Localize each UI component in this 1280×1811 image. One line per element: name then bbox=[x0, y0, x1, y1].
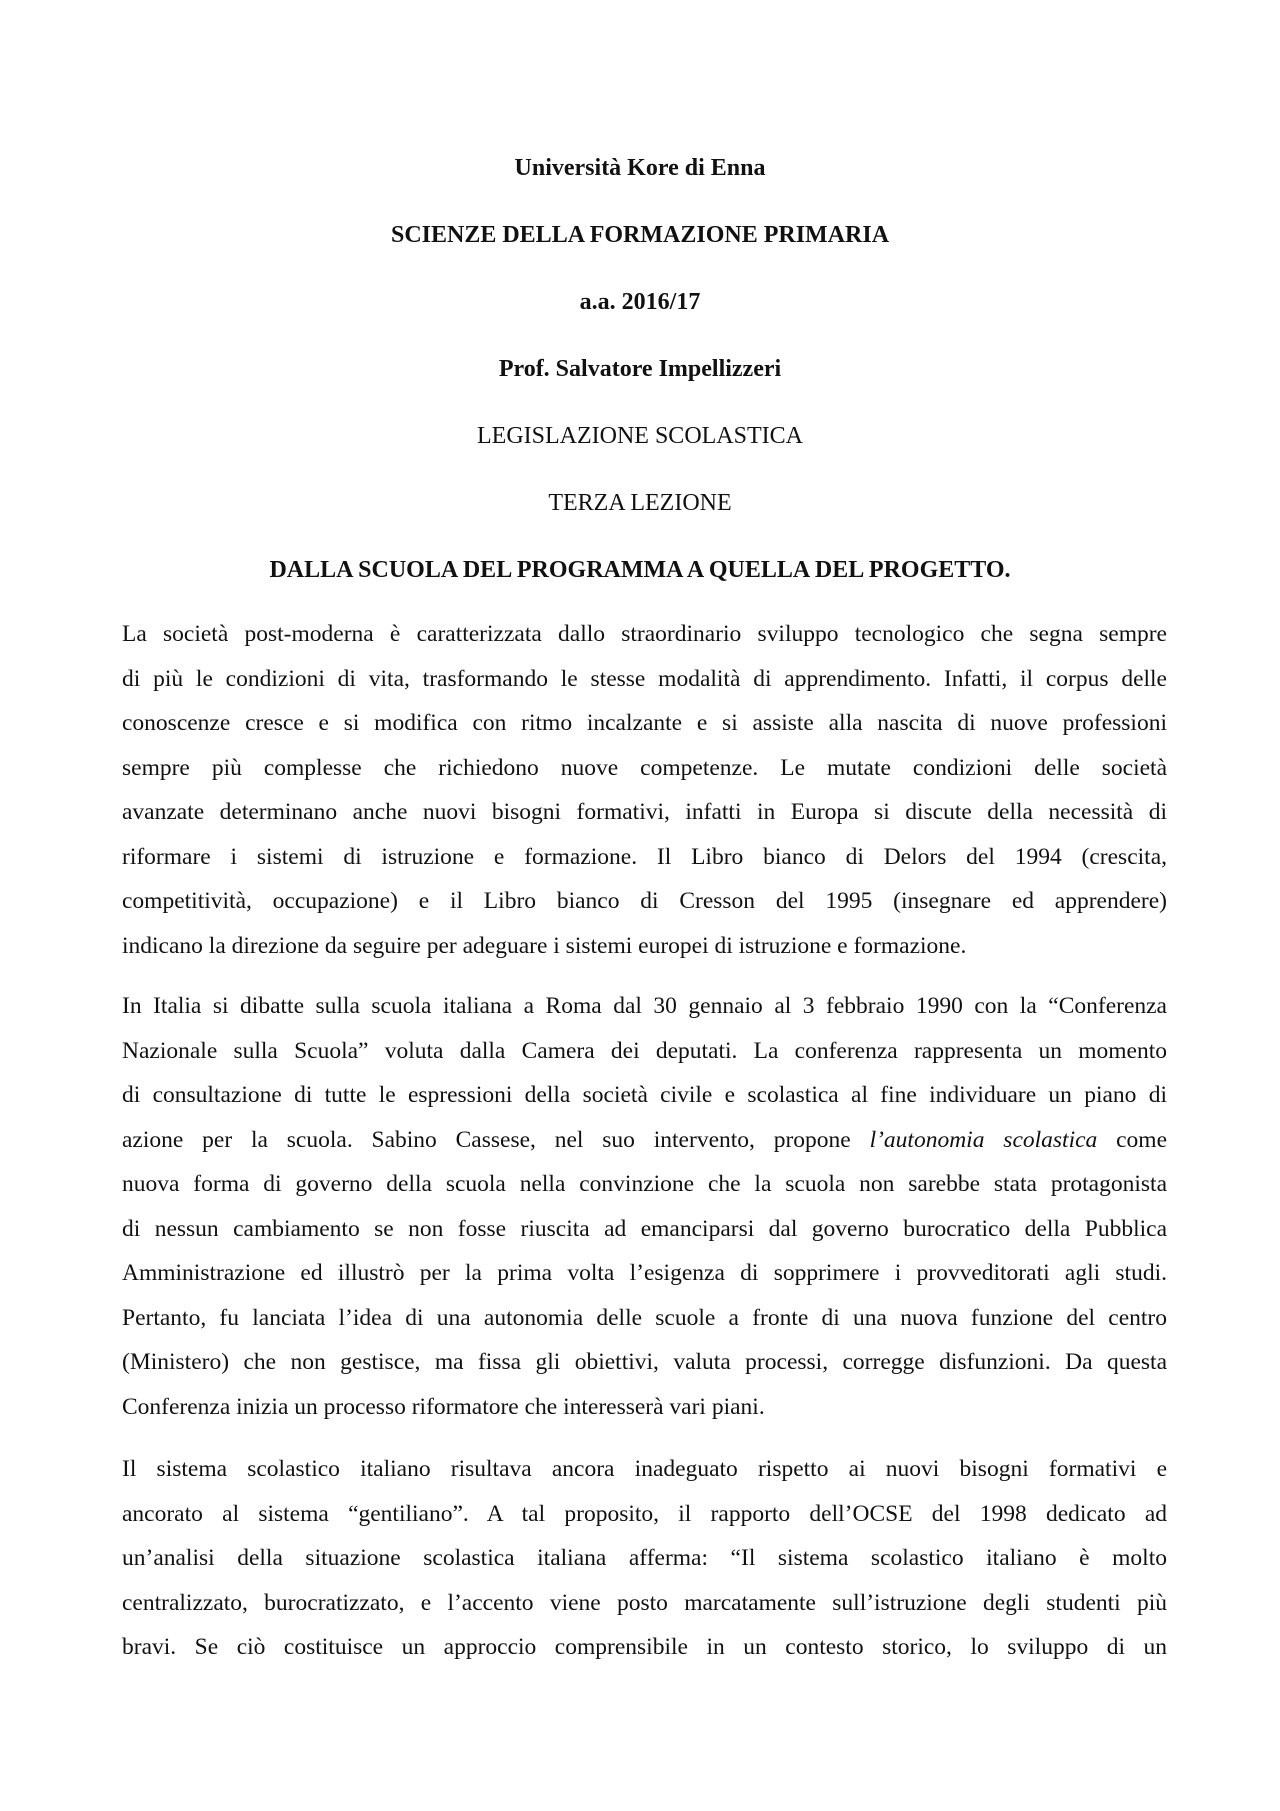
lesson-heading: TERZA LEZIONE bbox=[548, 490, 732, 516]
paragraph-line: di nessun cambiamento se non fosse riuscita ad emanciparsi dal governo burocratico della Pubblica bbox=[122, 1215, 1167, 1242]
academic-year-heading: a.a. 2016/17 bbox=[579, 289, 701, 315]
paragraph-line: un’analisi della situazione scolastica italiana afferma: “Il sistema scolastico italiano è molto bbox=[122, 1545, 1167, 1571]
line-text: come bbox=[1097, 1126, 1168, 1153]
paragraph-3 bbox=[122, 1447, 1167, 1670]
paragraph-line: Amministrazione ed illustrò per la prima volta l’esigenza di sopprimere i provveditorati agli studi. bbox=[122, 1260, 1167, 1286]
professor-heading: Prof. Salvatore Impellizzeri bbox=[498, 356, 782, 382]
paragraph-line: Nazionale sulla Scuola” voluta dalla Camera dei deputati. La conferenza rappresenta un momento bbox=[122, 1037, 1167, 1064]
paragraph-line: Conferenza inizia un processo riformatore che interesserà vari piani. bbox=[122, 1393, 765, 1420]
course-heading: SCIENZE DELLA FORMAZIONE PRIMARIA bbox=[390, 222, 890, 248]
paragraph-line: indicano la direzione da seguire per adeguare i sistemi europei di istruzione e formazione. bbox=[122, 932, 967, 959]
paragraph-line: (Ministero) che non gestisce, ma fissa gli obiettivi, valuta processi, corregge disfunzioni. Da questa bbox=[122, 1349, 1167, 1375]
document-title: DALLA SCUOLA DEL PROGRAMMA A QUELLA DEL PROGETTO. bbox=[269, 557, 1011, 583]
italic-term: l’autonomia scolastica bbox=[869, 1126, 1098, 1153]
paragraph-line: riformare i sistemi di istruzione e formazione. Il Libro bianco di Delors del 1994 (crescita, bbox=[122, 843, 1167, 870]
paragraph-line: nuova forma di governo della scuola nella convinzione che la scuola non sarebbe stata protagonista bbox=[122, 1171, 1167, 1197]
university-heading: Università Kore di Enna bbox=[514, 155, 766, 181]
paragraph-line: In Italia si dibatte sulla scuola italiana a Roma dal 30 gennaio al 3 febbraio 1990 con la “Conferenza bbox=[122, 993, 1167, 1019]
paragraph-line: bravi. Se ciò costituisce un approccio comprensibile in un contesto storico, lo sviluppo di un bbox=[122, 1634, 1167, 1660]
paragraph-line: conoscenze cresce e si modifica con ritmo incalzante e si assiste alla nascita di nuove professioni bbox=[122, 710, 1167, 736]
paragraph-line: avanzate determinano anche nuovi bisogni formativi, infatti in Europa si discute della necessità di bbox=[122, 799, 1167, 825]
paragraph-2 bbox=[122, 984, 1167, 1429]
line-text: azione per la scuola. Sabino Cassese, nel suo intervento, propone bbox=[122, 1126, 870, 1153]
subject-heading: LEGISLAZIONE SCOLASTICA bbox=[477, 423, 803, 449]
paragraph-line: Il sistema scolastico italiano risultava ancora inadeguato rispetto ai nuovi bisogni formativi e bbox=[122, 1456, 1167, 1482]
paragraph-line: centralizzato, burocratizzato, e l’accento viene posto marcatamente sull’istruzione degli studenti più bbox=[122, 1589, 1167, 1616]
paragraph-line: La società post-moderna è caratterizzata dallo straordinario sviluppo tecnologico che segna sempre bbox=[122, 621, 1167, 647]
paragraph-line: di consultazione di tutte le espressioni della società civile e scolastica al fine individuare un piano di bbox=[122, 1082, 1167, 1108]
paragraph-line: di più le condizioni di vita, trasformando le stesse modalità di apprendimento. Infatti, il corpus delle bbox=[122, 665, 1167, 692]
paragraph-1 bbox=[122, 612, 1167, 968]
paragraph-line: Pertanto, fu lanciata l’idea di una autonomia delle scuole a fronte di una nuova funzione del centro bbox=[122, 1304, 1167, 1331]
paragraph-line bbox=[122, 1118, 1167, 1163]
paragraph-line: ancorato al sistema “gentiliano”. A tal proposito, il rapporto dell’OCSE del 1998 dedicato ad bbox=[122, 1500, 1167, 1527]
paragraph-line: sempre più complesse che richiedono nuove competenze. Le mutate condizioni delle società bbox=[122, 754, 1167, 781]
paragraph-line: competitività, occupazione) e il Libro bianco di Cresson del 1995 (insegnare ed apprendere) bbox=[122, 888, 1167, 914]
